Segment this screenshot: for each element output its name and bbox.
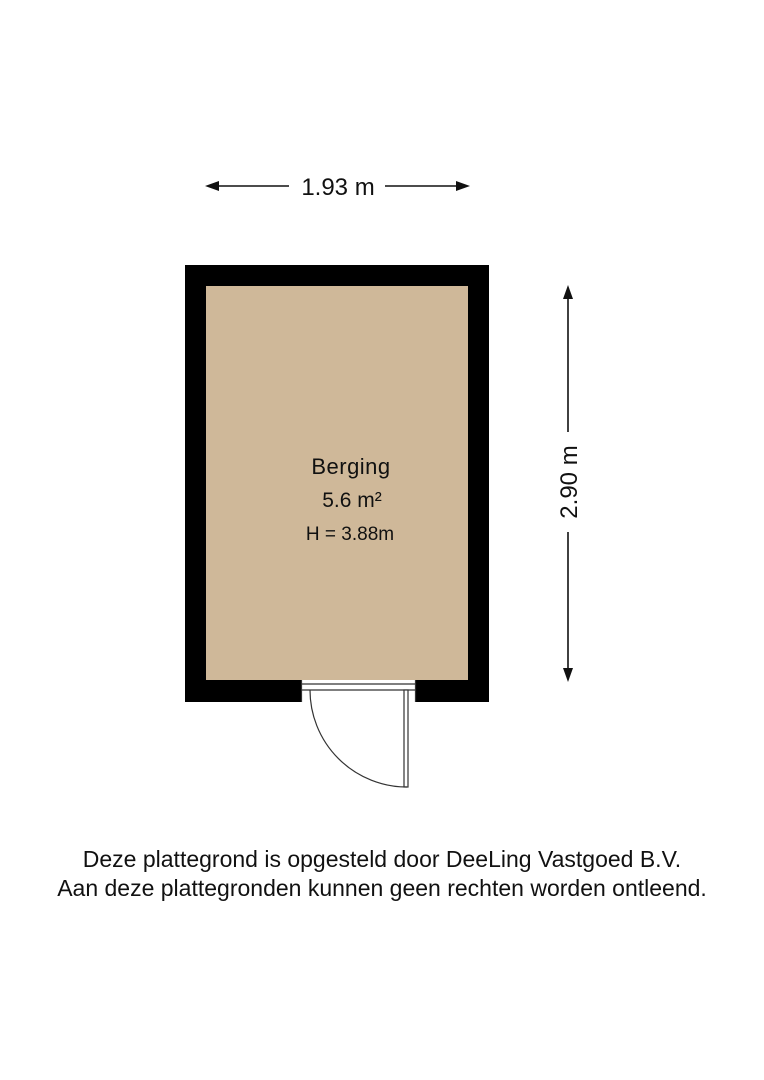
length-dimension [556, 285, 583, 682]
door [310, 690, 408, 787]
door-leaf [404, 690, 408, 787]
width-arrow-left [205, 181, 219, 191]
room-name: Berging [311, 454, 391, 479]
door-gap [301, 680, 416, 702]
door-opening [301, 680, 416, 702]
length-arrow-top [563, 285, 573, 299]
room-area: 5.6 m² [322, 489, 382, 512]
door-swing-arc [310, 690, 407, 787]
length-arrow-bottom [563, 668, 573, 682]
width-arrow-right [456, 181, 470, 191]
room-floor [206, 286, 468, 680]
width-dimension-label: 1.93 m [301, 174, 375, 201]
width-dimension [205, 174, 470, 201]
disclaimer-line-1: Deze plattegrond is opgesteld door DeeLing Vastgoed B.V. [82, 846, 682, 872]
room-height: H = 3.88m [305, 524, 395, 545]
disclaimer-line-2: Aan deze plattegronden kunnen geen rechten worden ontleend. [57, 875, 707, 901]
length-dimension-label: 2.90 m [556, 445, 583, 519]
